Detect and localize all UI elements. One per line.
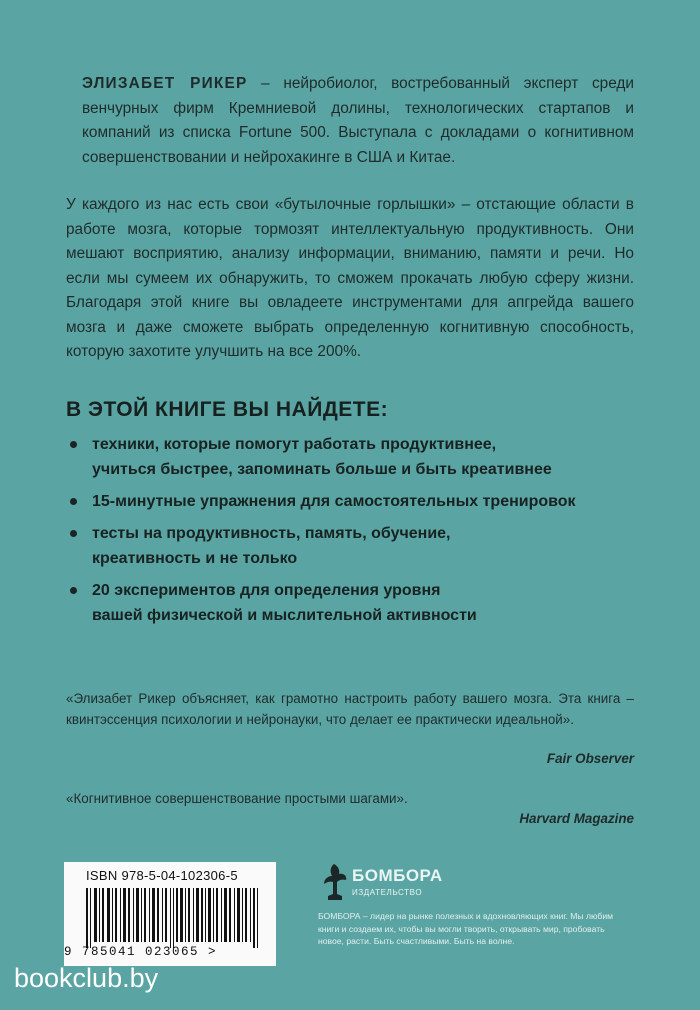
review-quote: «Когнитивное совершенствование простыми шагами». [66,791,408,806]
features-heading: В ЭТОЙ КНИГЕ ВЫ НАЙДЕТЕ: [66,398,389,421]
barcode-panel [64,862,276,966]
review-source: Harvard Magazine [519,811,634,826]
feature-item [66,521,656,571]
barcode-icon [84,888,264,948]
feature-item [66,489,656,514]
feature-line: вашей физической и мыслительной активности [92,607,477,624]
isbn-number: ISBN 978-5-04-102306-5 [86,868,238,883]
feature-item [66,432,656,482]
bullet-icon [70,498,77,505]
barcode-digits: 9 785041 023065 > [64,945,218,959]
book-description: У каждого из нас есть свои «бутылочные горлышки» – отстающие области в работе мозга, которые тормозят интеллектуальную продуктивность. Они мешают восприятию, анализу информации, вниманию, памяти и речи. Но если мы сумеем их обнаружить, то сможем прокачать любую сферу жизни. Благодаря этой книге вы овладеете инструментами для апгрейда вашего мозга и даже сможете выбрать определенную когнитивную способность, которую захотите улучшить на все 200%. [66,196,634,360]
publisher-name: БОМБОРА [352,866,443,885]
review-quote: «Элизабет Рикер объясняет, как грамотно настроить работу вашего мозга. Эта книга – квинтэссенция психологии и нейронауки, что делает ее практически идеальной». [66,691,634,727]
feature-line: учиться быстрее, запоминать больше и быть креативнее [92,461,552,478]
watermark-site: bookclub.by [14,963,159,993]
bullet-icon [70,587,77,594]
feature-item [66,578,656,628]
author-bio-text: – нейробиолог, востребованный эксперт среди венчурных фирм Кремниевой долины, технологических стартапов и компаний из списка Fortune 500. Выступала с докладами о когнитивном совершенствовании и нейрохакинге в США и Китае. [82,75,634,166]
feature-line: тесты на продуктивность, память, обучение, [92,525,451,542]
features-list [66,432,656,635]
author-name: ЭЛИЗАБЕТ РИКЕР [82,75,248,92]
feature-line: креативность и не только [92,550,298,567]
bullet-icon [70,530,77,537]
bullet-icon [70,441,77,448]
feature-line: 20 экспериментов для определения уровня [92,582,441,599]
review-source: Fair Observer [546,751,634,766]
author-bio [82,72,634,170]
feature-line: 15-минутные упражнения для самостоятельных тренировок [92,493,576,510]
publisher-subtitle: ИЗДАТЕЛЬСТВО [352,888,423,897]
publisher-description: БОМБОРА – лидер на рынке полезных и вдохновляющих книг. Мы любим книги и создаем их, чтобы вы могли творить, открывать мир, пробовать новое, расти. Быть счастливыми. Быть на волне. [318,911,614,946]
feature-line: техники, которые помогут работать продуктивнее, [92,436,497,453]
